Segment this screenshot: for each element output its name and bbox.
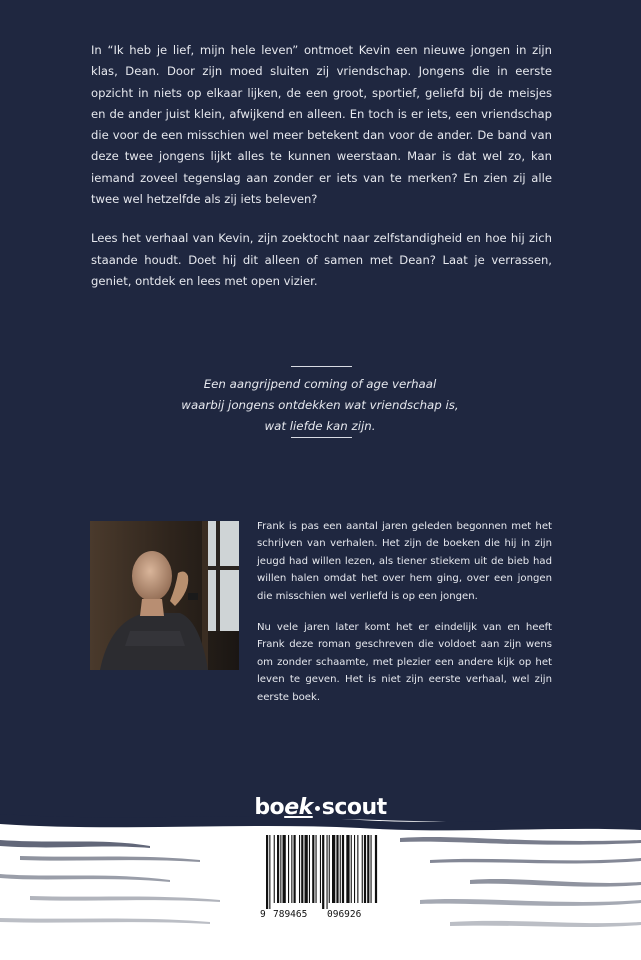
- barcode-bar: [322, 835, 324, 909]
- author-photo: [90, 521, 239, 670]
- tagline-bottom-rule: [291, 437, 352, 438]
- blurb-paragraph-1: In “Ik heb je lief, mijn hele leven” ontmoet Kevin een nieuwe jongen in zijn klas, Dean. Door zijn moed sluiten zij vriendschap. Jongens die in eerste opzicht in niets op elkaar lijken, de een groot, sportief, geliefd bij de meisjes en de ander juist klein, afwijkend en alleen. En toch is er iets, een vriendschap die voor de een misschien wel meer betekent dan voor de ander. De band van deze twee jongens lijkt alles te kunnen weerstaan. Maar is dat wel zo, kan iemand zoveel tegenslag aan zonder er iets van te merken? En zien zij alle twee wel hetzelfde als zij iets beleven?: [91, 43, 552, 207]
- tagline-top-rule: [291, 366, 352, 367]
- barcode-bar: [375, 835, 377, 903]
- author-bio-paragraph-1: Frank is pas een aantal jaren geleden begonnen met het schrijven van verhalen. Het zijn de boeken die hij in zijn jeugd had willen lezen, als tiener stiekem uit de bieb had willen halen omdat het over hem ging, over een jongen die misschien wel verliefd is op een jongen.: [257, 521, 552, 602]
- author-bio-paragraph-2: Nu vele jaren later komt het er eindelijk van en heeft Frank deze roman geschreven die voldoet aan zijn wens om zonder schaamte, met plezier een andere kijk op het leven te geven. Het is niet zijn eerste verhaal, wel zijn eerste boek.: [257, 622, 552, 703]
- barcode-bar: [346, 835, 349, 903]
- barcode-bar: [354, 835, 355, 903]
- publisher-logo-part-2: ek: [284, 795, 313, 820]
- barcode-bar: [288, 835, 289, 903]
- barcode-bar: [329, 835, 330, 903]
- barcode-bar: [299, 835, 300, 903]
- barcode-bar: [351, 835, 352, 903]
- barcode-bar: [340, 835, 341, 903]
- barcode-bar: [274, 835, 275, 903]
- barcode-bar: [332, 835, 335, 903]
- barcode-bar: [294, 835, 296, 903]
- barcode-bar: [316, 835, 317, 903]
- barcode-bar: [362, 835, 363, 903]
- barcode-bar: [342, 835, 344, 903]
- barcode-bar: [320, 835, 321, 903]
- barcode-bar: [305, 835, 308, 903]
- barcode-bar: [336, 835, 338, 903]
- barcode-bar: [280, 835, 281, 903]
- publisher-logo-part-1: bo: [254, 795, 285, 820]
- barcode-bar: [301, 835, 303, 903]
- barcode-bar: [309, 835, 310, 903]
- barcode-bar: [277, 835, 279, 903]
- barcode-bar: [312, 835, 314, 903]
- barcode-bar: [283, 835, 286, 903]
- tagline-line-1: Een aangrijpend coming of age verhaal: [203, 377, 437, 391]
- barcode-bar: [371, 835, 372, 903]
- barcode-bar: [357, 835, 358, 903]
- barcode-bar: [266, 835, 268, 909]
- publisher-logo: [0, 795, 641, 820]
- barcode-bar: [327, 835, 328, 909]
- publisher-logo-part-3: scout: [321, 795, 387, 820]
- barcode-bar: [269, 835, 270, 909]
- blurb-paragraph-2: Lees het verhaal van Kevin, zijn zoektocht naar zelfstandigheid en hoe hij zich staande houdt. Doet hij dit alleen of samen met Dean? Laat je verrassen, geniet, ontdek en lees met open vizier.: [91, 231, 552, 288]
- author-bio: [257, 518, 552, 720]
- barcode-bars: [257, 833, 384, 911]
- tagline-line-2: waarbij jongens ontdekken wat vriendschap is,: [181, 398, 459, 412]
- isbn-group-1: 789465: [273, 909, 308, 920]
- isbn-group-2: 096926: [327, 909, 362, 920]
- publisher-logo-dot: [315, 806, 320, 811]
- isbn-barcode: [257, 833, 384, 928]
- tagline-line-3: wat liefde kan zijn.: [264, 419, 376, 433]
- barcode-bar: [364, 835, 366, 903]
- barcode-bar: [367, 835, 369, 903]
- blurb-text: [91, 40, 552, 310]
- isbn-first-digit: 9: [260, 909, 266, 920]
- barcode-bar: [291, 835, 292, 903]
- tagline: [140, 374, 500, 437]
